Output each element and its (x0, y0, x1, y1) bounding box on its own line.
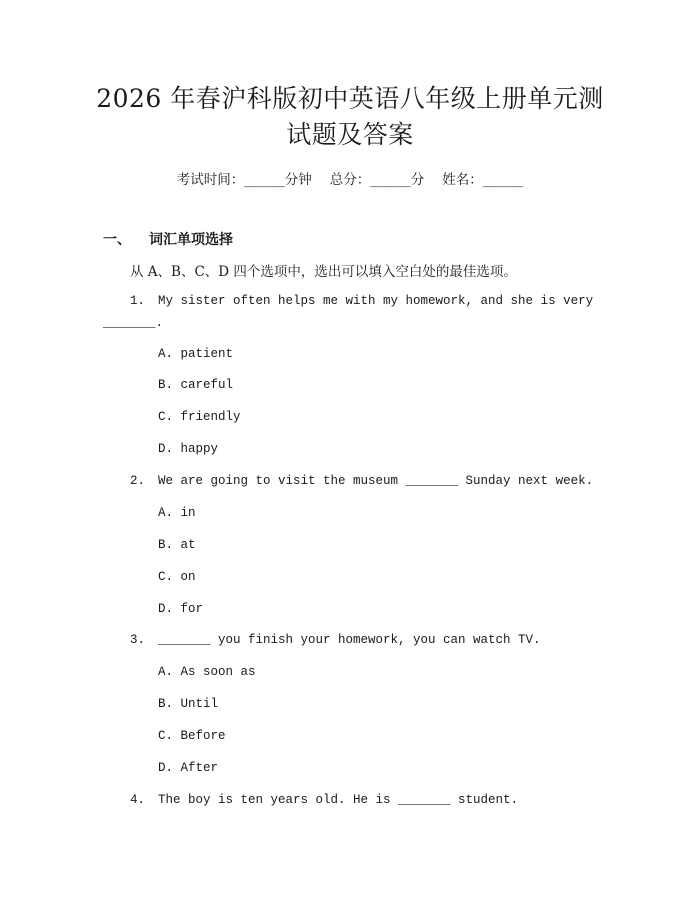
question-number: 1. (130, 294, 146, 308)
question-text: _______ you finish your homework, you can watch TV. (158, 633, 541, 647)
question-text: We are going to visit the museum _______ Sunday next week. (158, 474, 594, 488)
option-c: C. on (158, 570, 196, 584)
section-title: 词汇单项选择 (149, 232, 233, 248)
exam-time: 考试时间：______分钟 (176, 172, 312, 188)
exam-total-score: 总分：______分 (329, 172, 425, 188)
section-instruction: 从 A、B、C、D 四个选项中，选出可以填入空白处的最佳选项。 (130, 264, 517, 280)
section-heading (103, 229, 233, 249)
question-number: 2. (130, 474, 146, 488)
exam-name: 姓名：______ (442, 172, 524, 188)
exam-meta (0, 168, 700, 188)
question-number: 3. (130, 633, 146, 647)
option-a: A. patient (158, 347, 234, 361)
question-text: The boy is ten years old. He is _______ student. (158, 793, 519, 807)
option-c: C. friendly (158, 410, 241, 424)
option-b: B. careful (158, 378, 234, 392)
option-a: A. in (158, 506, 196, 520)
question-number: 4. (130, 793, 146, 807)
document-title-line-2: 试题及答案 (286, 120, 414, 149)
option-a: A. As soon as (158, 665, 256, 679)
question-text: My sister often helps me with my homework, and she is very (158, 294, 594, 308)
document-title-line-1: 2026 年春沪科版初中英语八年级上册单元测 (96, 84, 604, 113)
option-d: D. After (158, 761, 219, 775)
section-number: 一、 (103, 232, 131, 248)
option-c: C. Before (158, 729, 226, 743)
option-b: B. Until (158, 697, 219, 711)
option-d: D. happy (158, 442, 219, 456)
option-d: D. for (158, 602, 204, 616)
option-b: B. at (158, 538, 196, 552)
question-text-continued: _______. (103, 316, 164, 330)
